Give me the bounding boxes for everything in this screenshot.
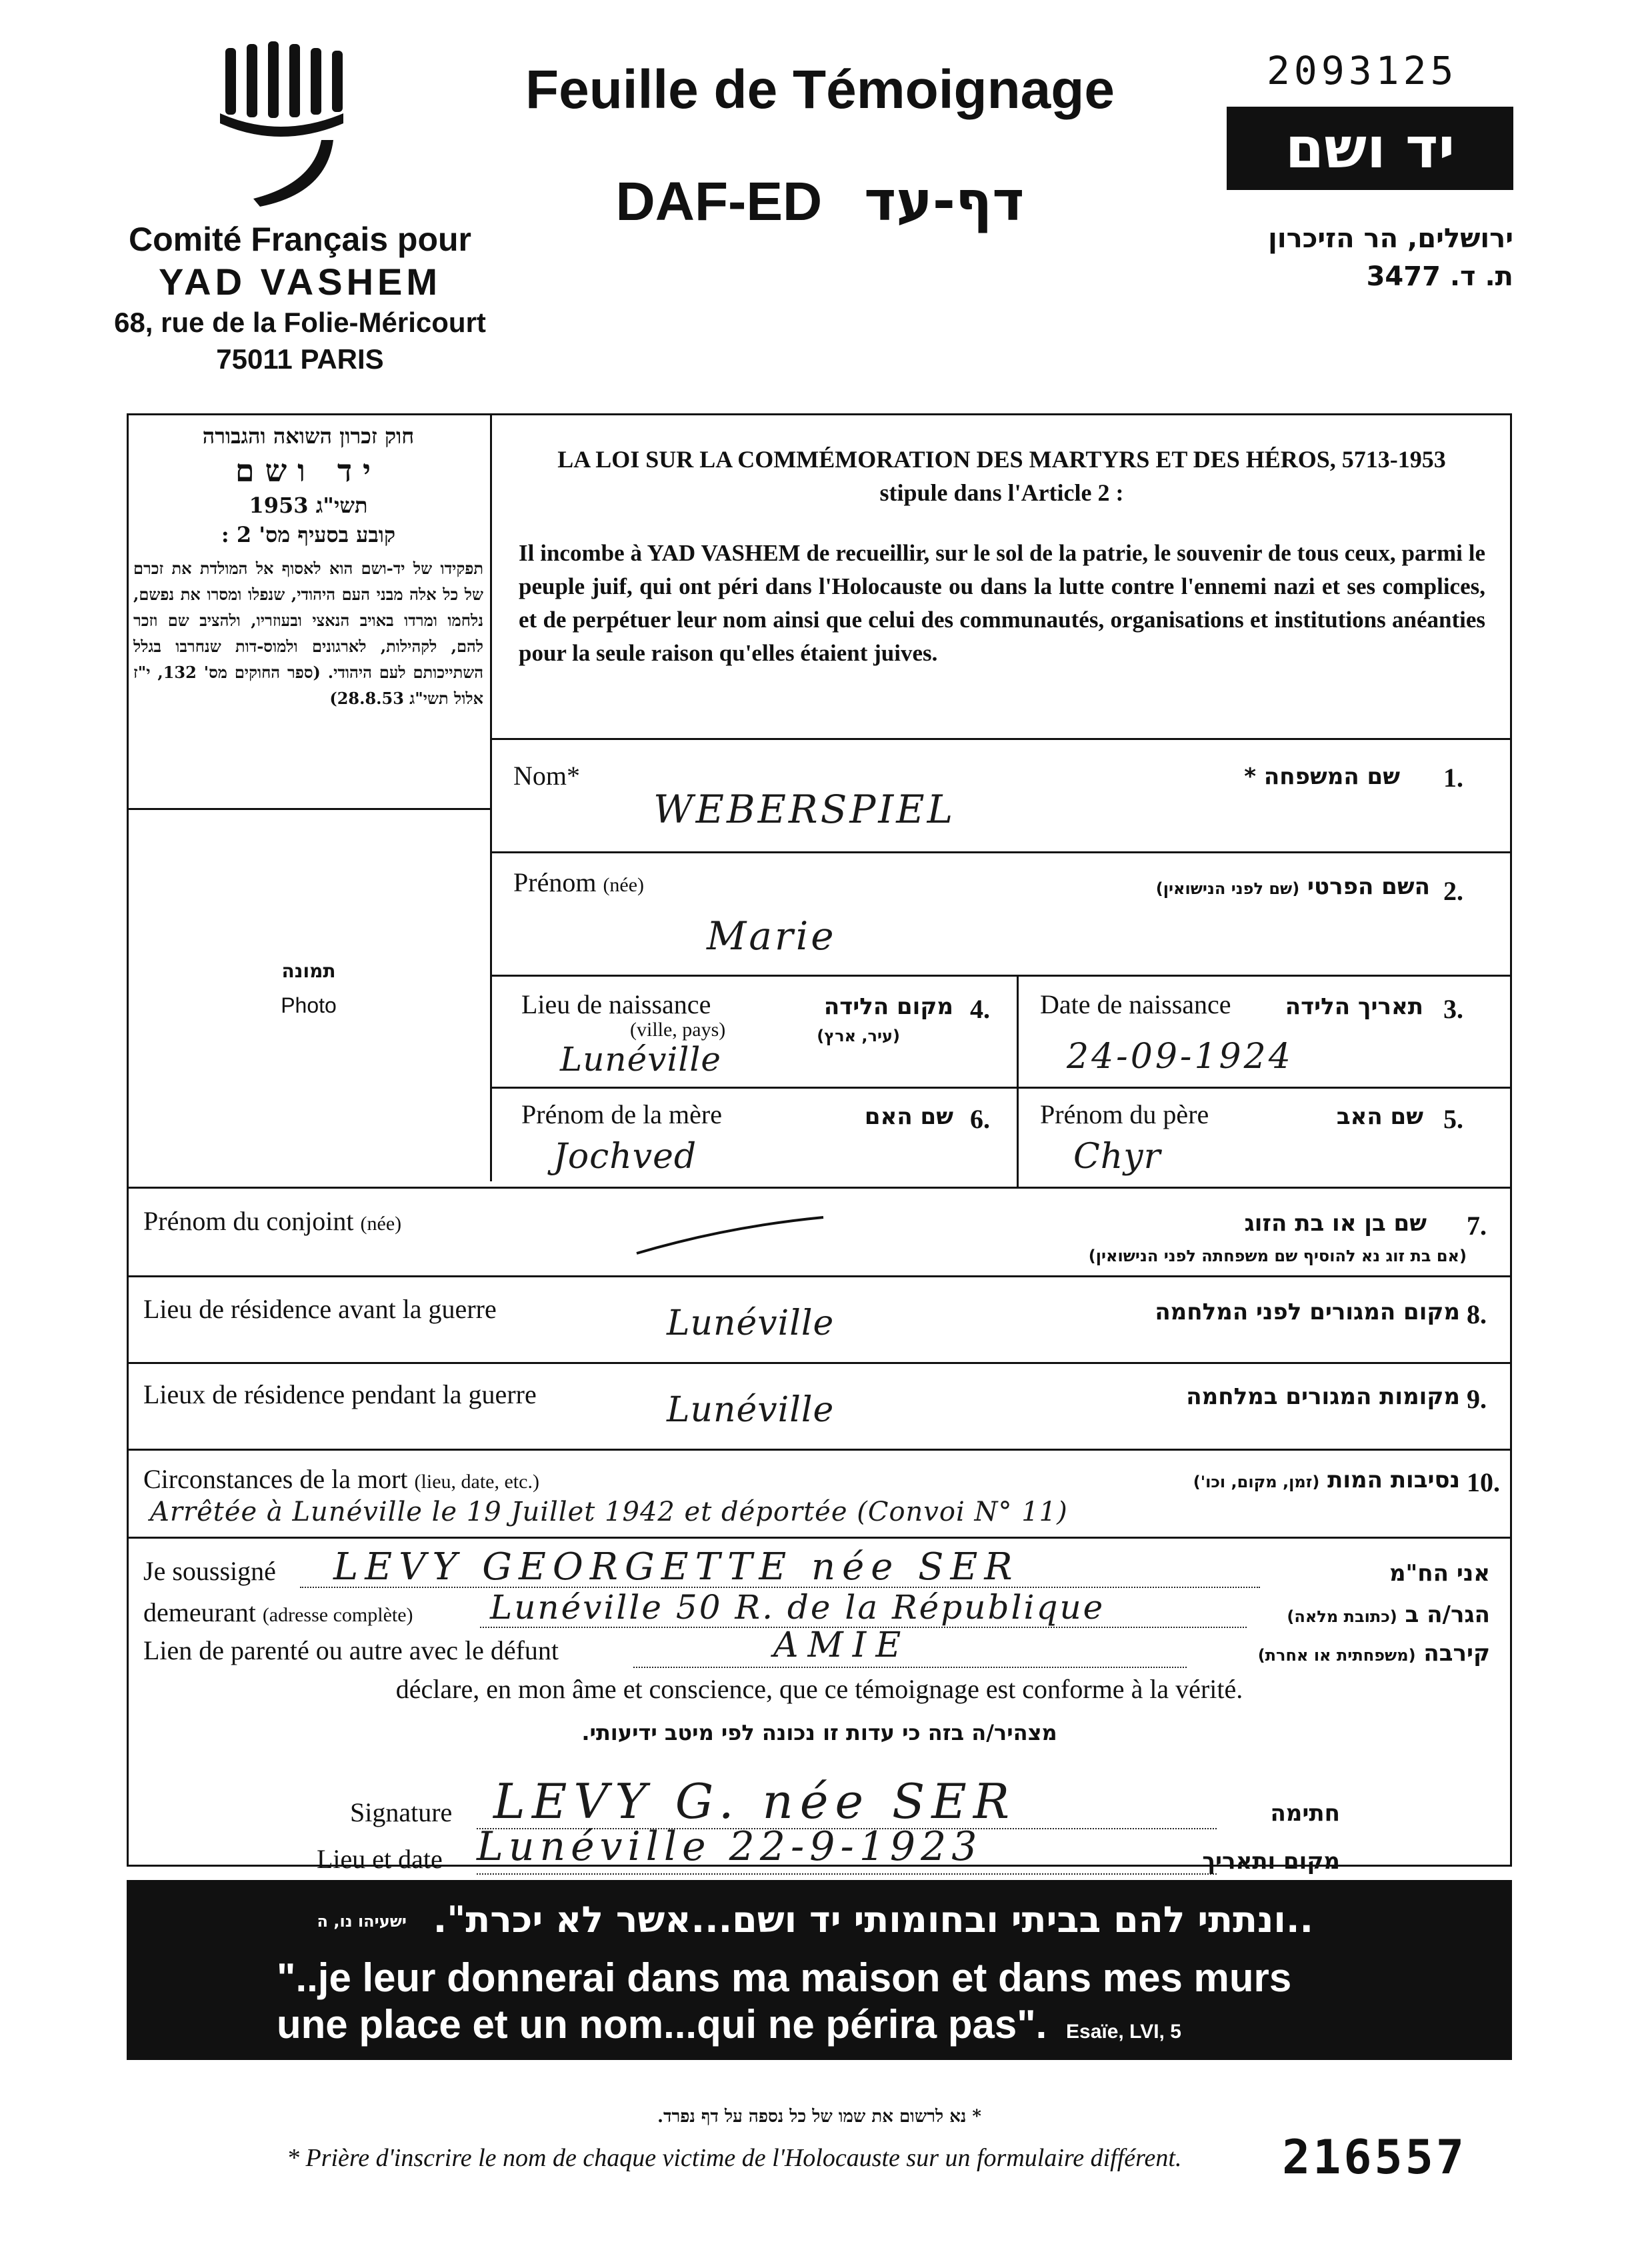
field1-value: WEBERSPIEL — [653, 787, 956, 832]
field10-fr-small: (lieu, date, etc.) — [414, 1471, 539, 1493]
field2-top — [490, 851, 1512, 853]
form-subtitle — [480, 170, 1160, 233]
menorah-logo — [200, 40, 360, 213]
law-french-title: LA LOI SUR LA COMMÉMORATION DES MARTYRS ET DES HÉROS, 5713-1953 — [557, 446, 1446, 473]
law-french-subtitle: stipule dans l'Article 2 : — [879, 479, 1124, 506]
logo-hebrew: יד ושם — [1285, 115, 1455, 181]
field1-label-fr: Nom* — [513, 761, 580, 791]
demeurant-label — [143, 1597, 413, 1628]
field4-label-fr: Lieu de naissance — [521, 989, 711, 1019]
committee-line3: 68, rue de la Folie-Méricourt — [114, 307, 486, 338]
field8-value: Lunéville — [667, 1303, 835, 1343]
field2-he-main: השם הפרטי — [1307, 873, 1430, 900]
field10-he-main: נסיבות המות — [1327, 1467, 1460, 1493]
serial-number: 2093125 — [1267, 48, 1458, 93]
law-hebrew-body: תפקידו של יד-ושם הוא לאסוף אל המולדת את זכרם של כל אלה מבני העם היהודי, שנפלו ומסרו את נפשם, נלחמו ומרדו באויב הנאצי ובעוזריו, ולהציב שם וזכר להם, לקהילות, לארגונים ולמוס-דות שנחרבו בגלל השתייכותם לעם היהודי. (ספר החוקים מס' 132, י"ז אלול תשי"ג 28.8.53) — [133, 559, 484, 708]
field1-top — [490, 738, 1512, 740]
field3-value: 24-09-1924 — [1067, 1037, 1293, 1077]
field10-fr-main: Circonstances de la mort — [143, 1464, 408, 1494]
lien-label: Lien de parenté ou autre avec le défunt — [143, 1635, 559, 1665]
field5-value: Chyr — [1073, 1137, 1161, 1177]
field7-fr-main: Prénom du conjoint — [143, 1206, 354, 1236]
demeurant-fr-main: demeurant — [143, 1597, 256, 1627]
field56-top — [490, 1087, 1512, 1089]
field1-number: 1. — [1443, 763, 1463, 793]
field9-value: Lunéville — [667, 1390, 835, 1430]
field7-label-he: שם בן או בת הזוג — [1244, 1210, 1427, 1237]
hebrew-law-bottom — [127, 808, 491, 810]
field6-label-fr: Prénom de la mère — [521, 1099, 722, 1129]
field9-top — [127, 1362, 1512, 1364]
field10-he-small: (זמן, מקום, וכו') — [1193, 1473, 1320, 1491]
soussigne-label-he: אני הח"מ — [1389, 1560, 1490, 1587]
field7-fr-small: (née) — [360, 1213, 402, 1235]
field5-number: 5. — [1443, 1104, 1463, 1134]
field6-label-he: שם האם — [864, 1103, 953, 1130]
field2-number: 2. — [1443, 876, 1463, 906]
field8-label-fr: Lieu de résidence avant la guerre — [143, 1294, 497, 1324]
field7-label-he-small: (אם בת זוג נא להוסיף שם משפחתה לפני הנישואין) — [1088, 1247, 1467, 1265]
field9-label-he: מקומות המגורים במלחמה — [1186, 1383, 1460, 1410]
field4-number: 4. — [970, 994, 990, 1024]
field2-label-he — [933, 873, 1430, 900]
field6-number: 6. — [970, 1104, 990, 1134]
witness-top — [127, 1537, 1512, 1539]
field7-number: 7. — [1467, 1211, 1487, 1241]
demeurant-he-main: הגר/ה ב — [1405, 1601, 1490, 1628]
field2-he-small: (שם לפני הנישואין) — [1155, 879, 1300, 898]
banner-french-line2-text: une place et un nom...qui ne périra pas". — [277, 2002, 1047, 2047]
field7-label-fr — [143, 1205, 401, 1237]
field10-label-he — [1033, 1467, 1460, 1493]
declaration-he: מצהיר/ה בזה כי עדות זו נכונה לפי מיטב ידיעותי. — [581, 1720, 1057, 1745]
address-hebrew-line1: ירושלים, הר הזיכרון — [1268, 223, 1513, 254]
field10-number: 10. — [1467, 1467, 1500, 1497]
field2-fr-main: Prénom — [513, 867, 597, 897]
field5-label-fr: Prénom du père — [1040, 1099, 1209, 1129]
field3-label-he: תאריך הלידה — [1285, 993, 1423, 1020]
law-hebrew-line4: קובע בסעיף מס' 2 : — [221, 522, 396, 547]
field4-label-fr-small: (ville, pays) — [630, 1019, 726, 1041]
field8-top — [127, 1275, 1512, 1277]
law-french-body: Il incombe à YAD VASHEM de recueillir, sur le sol de la patrie, le souvenir de tous ceux, parmi le peuple juif, qui ont péri dans l'Holocauste ou dans la lutte contre l'ennemi nazi et ses complices, et de perpétuer leur nom ainsi que celui des communautés, organisations et institutions anéanties pour la seule raison qu'elles étaient juives. — [519, 540, 1485, 666]
law-hebrew-line2: יד ושם — [235, 453, 382, 489]
lieu-date-value: Lunéville 22-9-1923 — [477, 1823, 983, 1870]
signature-label-he: חתימה — [1270, 1800, 1340, 1827]
field6-value: Jochved — [553, 1137, 697, 1177]
field2-value: Marie — [707, 913, 837, 959]
banner-french-ref: Esaïe, LVI, 5 — [1066, 2021, 1181, 2043]
form-title: Feuille de Témoignage — [525, 59, 1115, 120]
banner-french-line1: "..je leur donnerai dans ma maison et dans mes murs — [277, 1955, 1292, 2000]
photo-label-french: Photo — [281, 993, 337, 1017]
demeurant-value: Lunéville 50 R. de la République — [490, 1588, 1105, 1627]
footer-note-he: * נא לרשום את שמו של כל נספה על דף נפרד. — [657, 2107, 982, 2127]
declaration-fr: déclare, en mon âme et conscience, que ce témoignage est conforme à la vérité. — [395, 1674, 1243, 1704]
lien-line — [633, 1667, 1187, 1668]
field1-label-he: שם המשפחה * — [1244, 763, 1400, 790]
signature-value: LEVY G. née SER — [493, 1773, 1017, 1829]
demeurant-fr-small: (adresse complète) — [262, 1604, 413, 1626]
quote-banner — [127, 1880, 1512, 2060]
lien-he-main: קירבה — [1423, 1640, 1490, 1667]
committee-line1: Comité Français pour — [129, 221, 471, 258]
law-hebrew-block — [133, 420, 483, 711]
demeurant-he-small: (כתובת מלאה) — [1287, 1607, 1397, 1626]
soussigne-value: LEVY GEORGETTE née SER — [333, 1545, 1019, 1589]
banner-hebrew-text: ..ונתתי להם בביתי ובחומותי יד ושם...אשר לא יכרת". — [433, 1899, 1313, 1941]
soussigne-label: Je soussigné — [143, 1556, 276, 1586]
lieu-date-line — [477, 1873, 1217, 1875]
lieu-date-label-he: מקום ותאריך — [1202, 1848, 1340, 1875]
committee-line2: YAD VASHEM — [158, 261, 442, 303]
banner-french-line2 — [277, 2001, 1181, 2047]
banner-hebrew-ref: ישעיהו נו, ה — [317, 1912, 407, 1931]
field3-number: 3. — [1443, 994, 1463, 1024]
field9-label-fr: Lieux de résidence pendant la guerre — [143, 1379, 537, 1409]
subtitle-latin: DAF-ED — [615, 171, 823, 232]
subtitle-hebrew: דף-עד — [864, 170, 1025, 233]
lieu-date-label: Lieu et date — [317, 1844, 443, 1874]
address-hebrew-line2: ת. ד. 3477 — [1366, 261, 1513, 292]
photo-label-hebrew: תמונה — [281, 960, 336, 982]
field4-value: Lunéville — [560, 1040, 722, 1079]
lien-value: AMIE — [773, 1625, 911, 1665]
yad-vashem-logo — [1227, 107, 1513, 190]
field3-label-fr: Date de naissance — [1040, 989, 1231, 1019]
left-column-divider — [490, 413, 492, 1181]
field2-fr-small: (née) — [603, 874, 645, 896]
lien-label-he — [1187, 1640, 1490, 1667]
field8-label-he: מקום המגורים לפני המלחמה — [1155, 1299, 1460, 1325]
field7-top — [127, 1187, 1512, 1189]
field8-number: 8. — [1467, 1299, 1487, 1329]
committee-line4: 75011 PARIS — [216, 343, 384, 375]
law-hebrew-line1: חוק זכרון השואה והגבורה — [202, 423, 415, 449]
field34-top — [490, 975, 1512, 977]
demeurant-label-he — [1247, 1601, 1490, 1628]
field7-strike-line — [633, 1213, 827, 1260]
field9-number: 9. — [1467, 1384, 1487, 1414]
field4-label-he-small: (עיר, ארץ) — [817, 1027, 900, 1045]
field10-value: Arrêtée à Lunéville le 19 Juillet 1942 et déportée (Convoi N° 11) — [150, 1497, 1068, 1527]
stamp-number: 216557 — [1282, 2130, 1467, 2185]
field4-label-he: מקום הלידה — [823, 993, 953, 1020]
field34-divider — [1017, 975, 1019, 1187]
footer-note-fr: * Prière d'inscrire le nom de chaque victime de l'Holocauste sur un formulaire différent. — [287, 2144, 1182, 2172]
field10-label-fr — [143, 1463, 539, 1495]
field10-top — [127, 1449, 1512, 1451]
law-hebrew-line3: תשי"ג 1953 — [249, 493, 368, 518]
signature-label: Signature — [350, 1797, 453, 1827]
field2-label-fr — [513, 867, 644, 898]
lien-he-small: (משפחתית או אחרת) — [1257, 1646, 1416, 1665]
field5-label-he: שם האב — [1336, 1103, 1423, 1130]
